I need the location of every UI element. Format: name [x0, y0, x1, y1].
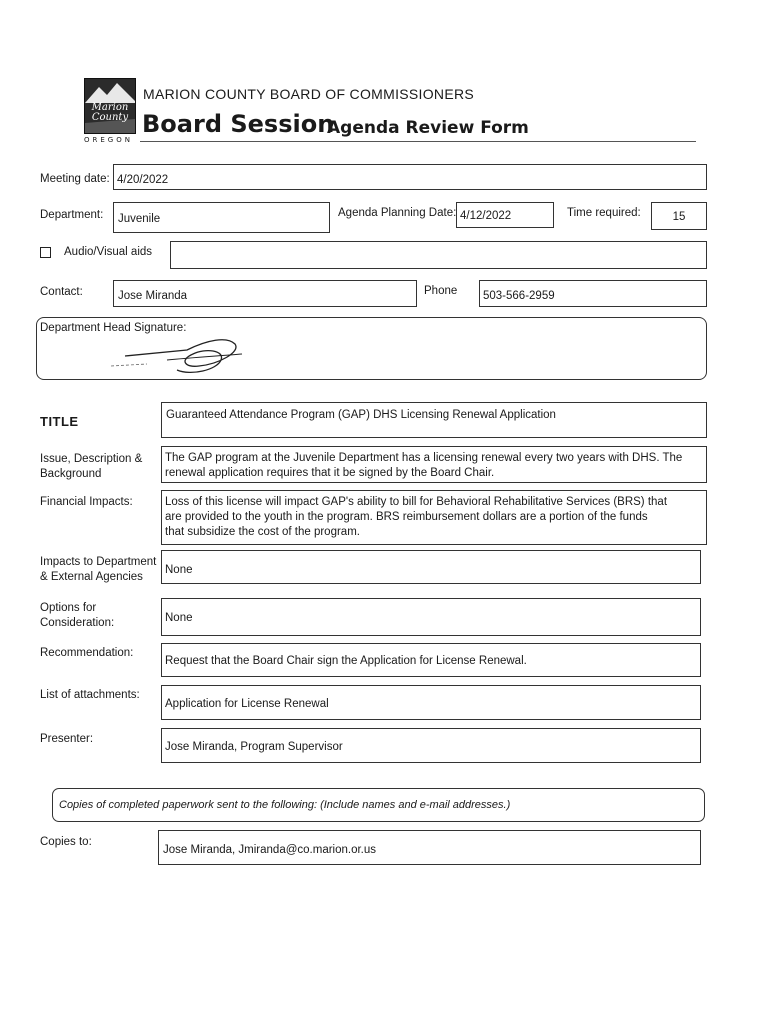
copies-to-label: Copies to:: [40, 836, 92, 848]
header-divider: [140, 141, 696, 142]
title-field[interactable]: [161, 402, 707, 438]
issue-text-line-1: The GAP program at the Juvenile Department has a licensing renewal every two years with DHS. The: [165, 452, 683, 464]
signature-label: Department Head Signature:: [40, 322, 187, 334]
contact-field[interactable]: [113, 280, 417, 307]
time-required-label: Time required:: [567, 207, 641, 219]
options-label-line-2: Consideration:: [40, 617, 115, 629]
av-checkbox[interactable]: [40, 247, 51, 258]
financial-text-line-3: that subsidize the cost of the program.: [165, 526, 360, 538]
planning-date-label: Agenda Planning Date:: [338, 207, 457, 219]
recommendation-value: Request that the Board Chair sign the Application for License Renewal.: [165, 655, 527, 667]
handwritten-signature: [107, 330, 277, 378]
presenter-label: Presenter:: [40, 733, 94, 745]
recommendation-field[interactable]: [161, 643, 701, 677]
planning-date-field[interactable]: [456, 202, 554, 228]
issue-label-line-1: Issue, Description &: [40, 453, 143, 465]
issue-text-line-2: renewal application requires that it be signed by the Board Chair.: [165, 467, 495, 479]
phone-label: Phone: [424, 285, 458, 297]
department-field[interactable]: [113, 202, 330, 233]
title-value: Guaranteed Attendance Program (GAP) DHS Licensing Renewal Application: [166, 409, 556, 421]
copies-note-box: [52, 788, 705, 822]
attachments-label: List of attachments:: [40, 689, 140, 701]
impacts-value: None: [165, 564, 193, 576]
county-logo: [84, 78, 136, 134]
attachments-value: Application for License Renewal: [165, 698, 329, 710]
planning-date-value: 4/12/2022: [460, 210, 512, 222]
impacts-field[interactable]: [161, 550, 701, 584]
meeting-date-label: Meeting date:: [40, 173, 110, 185]
copies-to-field[interactable]: [158, 830, 701, 865]
impacts-label-line-2: & External Agencies: [40, 571, 143, 583]
department-value: Juvenile: [118, 213, 161, 225]
form-subtitle: Agenda Review Form: [327, 118, 529, 138]
financial-text-line-1: Loss of this license will impact GAP's ability to bill for Behavioral Rehabilitative Services (BRS) that: [165, 496, 668, 508]
options-label-line-1: Options for: [40, 602, 97, 614]
meeting-date-field[interactable]: [113, 164, 707, 190]
financial-text-line-2: are provided to the youth in the program. BRS reimbursement dollars are a portion of the funds: [165, 511, 648, 523]
phone-field[interactable]: [479, 280, 707, 307]
copies-note: Copies of completed paperwork sent to the following: (Include names and e-mail addresses.): [59, 799, 511, 811]
logo-state: OREGON: [84, 136, 133, 144]
attachments-field[interactable]: [161, 685, 701, 720]
av-label: Audio/Visual aids: [64, 246, 153, 258]
presenter-field[interactable]: [161, 728, 701, 763]
av-field[interactable]: [170, 241, 707, 269]
logo-text: Marion County: [91, 102, 129, 123]
time-required-value: 15: [672, 211, 686, 223]
form-title: Board Session: [142, 110, 335, 138]
financial-label: Financial Impacts:: [40, 496, 133, 508]
department-label: Department:: [40, 209, 104, 221]
financial-field[interactable]: [161, 490, 707, 545]
presenter-value: Jose Miranda, Program Supervisor: [165, 741, 343, 753]
title-label: TITLE: [40, 414, 79, 429]
issue-label-line-2: Background: [40, 468, 102, 480]
signature-area[interactable]: [36, 317, 707, 380]
options-field[interactable]: [161, 598, 701, 636]
issue-field[interactable]: [161, 446, 707, 483]
recommendation-label: Recommendation:: [40, 647, 134, 659]
contact-value: Jose Miranda: [118, 290, 188, 302]
options-value: None: [165, 612, 193, 624]
contact-label: Contact:: [40, 286, 83, 298]
impacts-label-line-1: Impacts to Department: [40, 556, 157, 568]
copies-to-value: Jose Miranda, Jmiranda@co.marion.or.us: [163, 844, 377, 856]
phone-value: 503-566-2959: [483, 290, 555, 302]
meeting-date-value: 4/20/2022: [117, 174, 169, 186]
time-required-field[interactable]: [651, 202, 707, 230]
org-name: MARION COUNTY BOARD OF COMMISSIONERS: [143, 86, 475, 102]
